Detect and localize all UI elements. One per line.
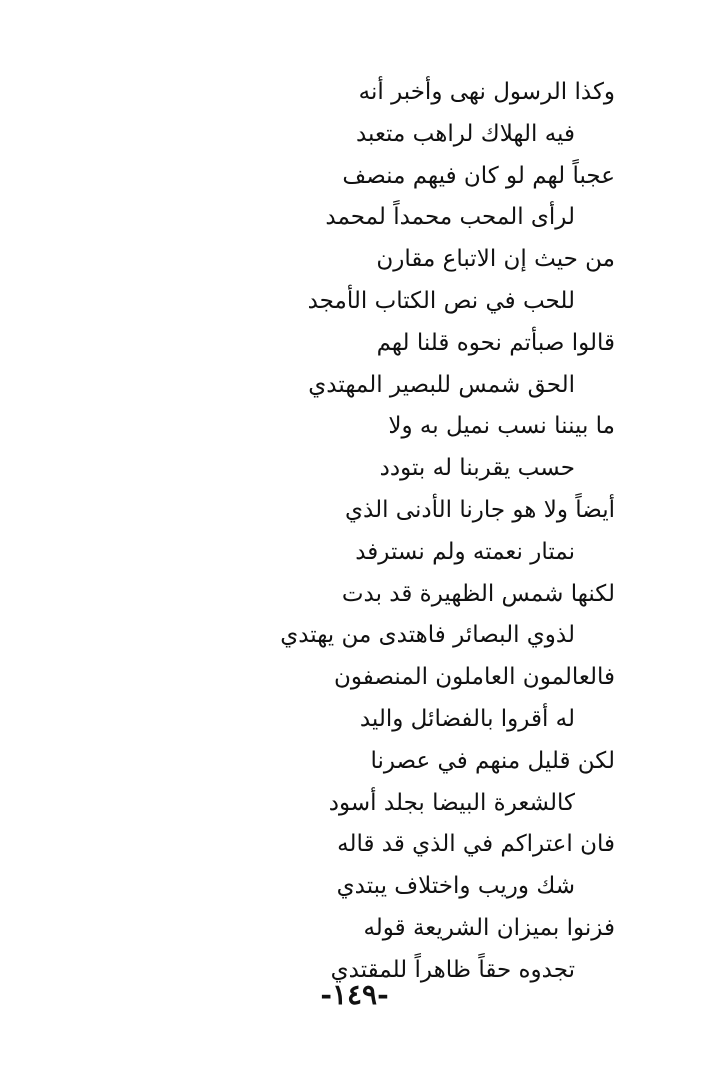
verse-second-hemistich: لرأى المحب محمداً لمحمد (325, 204, 575, 231)
verse-first-hemistich: ما بيننا نسب نميل به ولا (388, 413, 615, 440)
verse-second-hemistich: الحق شمس للبصير المهتدي (308, 371, 575, 398)
verse-second-hemistich: له أقروا بالفضائل واليد (359, 705, 575, 732)
verse-2 (100, 156, 615, 240)
verse-10 (100, 824, 615, 908)
verse-first-hemistich: أيضاً ولا هو جارنا الأدنى الذي (345, 496, 615, 523)
verse-8 (100, 657, 615, 741)
verse-first-hemistich: قالوا صبأتم نحوه قلنا لهم (376, 329, 615, 356)
verse-second-hemistich: شك وريب واختلاف يبتدي (336, 873, 575, 900)
page-number: -١٤٩- (320, 978, 389, 1011)
verse-second-hemistich: تجدوه حقاً ظاهراً للمقتدي (330, 956, 575, 983)
verse-3 (100, 239, 615, 323)
verse-first-hemistich: فان اعتراكم في الذي قد قاله (337, 831, 615, 858)
verse-7 (100, 574, 615, 658)
verse-second-hemistich: كالشعرة البيضا بجلد أسود (328, 789, 575, 816)
verse-second-hemistich: نمتار نعمته ولم نسترفد (355, 538, 575, 565)
verse-first-hemistich: فالعالمون العاملون المنصفون (333, 664, 615, 691)
verse-second-hemistich: لذوي البصائر فاهتدى من يهتدي (280, 622, 575, 649)
verse-first-hemistich: وكذا الرسول نهى وأخبر أنه (358, 79, 615, 105)
verse-6 (100, 490, 615, 574)
verse-1 (100, 72, 615, 156)
verse-9 (100, 741, 615, 825)
verse-first-hemistich: لكنها شمس الظهيرة قد بدت (341, 580, 615, 607)
verse-first-hemistich: لكن قليل منهم في عصرنا (370, 747, 615, 774)
verse-5 (100, 406, 615, 490)
verse-second-hemistich: للحب في نص الكتاب الأمجد (307, 287, 575, 314)
poem-verses (100, 72, 615, 992)
verse-first-hemistich: عجباً لهم لو كان فيهم منصف (342, 162, 615, 189)
verse-second-hemistich: فيه الهلاك لراهب متعبد (355, 120, 575, 147)
verse-4 (100, 323, 615, 407)
verse-second-hemistich: حسب يقربنا له بتودد (379, 455, 575, 482)
verse-first-hemistich: من حيث إن الاتباع مقارن (376, 246, 615, 273)
verse-first-hemistich: فزنوا بميزان الشريعة قوله (363, 914, 615, 941)
